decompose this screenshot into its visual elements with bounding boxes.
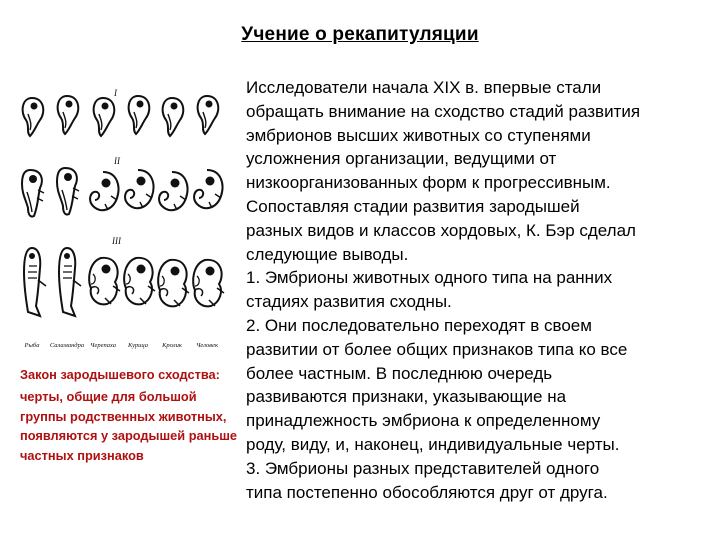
law-title: Закон зародышевого сходства: xyxy=(20,367,220,382)
body-line: низкоорганизованных форм к прогрессивным. xyxy=(246,173,611,193)
body-line: эмбрионов высших животных со ступенями xyxy=(246,125,591,145)
row-label: I xyxy=(114,88,117,98)
body-line: 1. Эмбрионы животных одного типа на ранних xyxy=(246,268,613,288)
body-line: 3. Эмбрионы разных представителей одного xyxy=(246,458,600,478)
body-line: типа постепенно обособляются друг от друга. xyxy=(246,482,608,502)
body-text xyxy=(246,76,714,504)
column-label: Курица xyxy=(128,342,148,349)
column-label: Рыба xyxy=(24,342,40,349)
body-line: 2. Они последовательно переходят в своем xyxy=(246,315,592,335)
embryo-comparison-figure xyxy=(14,84,232,352)
body-line: развиваются признаки, указывающие на xyxy=(246,387,567,407)
law-of-embryonic-similarity xyxy=(20,366,240,465)
body-line: Исследователи начала XIX в. впервые стали xyxy=(246,78,602,97)
row-label: III xyxy=(112,236,121,246)
body-line: усложнения организации, ведущими от xyxy=(246,149,557,169)
column-label: Кролик xyxy=(162,342,182,349)
body-line: обращать внимание на сходство стадий развития xyxy=(246,101,641,121)
column-label: Черепаха xyxy=(89,342,117,349)
body-line: стадиях развития сходны. xyxy=(246,292,452,312)
body-line: принадлежность эмбриона к определенному xyxy=(246,411,601,431)
body-line: следующие выводы. xyxy=(246,244,409,264)
row-label: II xyxy=(114,156,120,166)
column-label: Саламандра xyxy=(49,342,85,349)
law-text: черты, общие для большой группы родственных животных, появляются у зародышей раньше частных признаков xyxy=(20,389,238,463)
body-line: Сопоставляя стадии развития зародышей xyxy=(246,196,580,216)
body-line: роду, виду, и, наконец, индивидуальные черты. xyxy=(246,434,620,454)
body-line: более частным. В последнюю очередь xyxy=(246,363,553,383)
column-label: Человек xyxy=(195,342,219,349)
body-line: развитии от более общих признаков типа ко все xyxy=(246,339,628,359)
body-line: разных видов и классов хордовых, К. Бэр сделал xyxy=(246,220,636,240)
slide-title: Учение о рекапитуляции xyxy=(241,24,479,45)
